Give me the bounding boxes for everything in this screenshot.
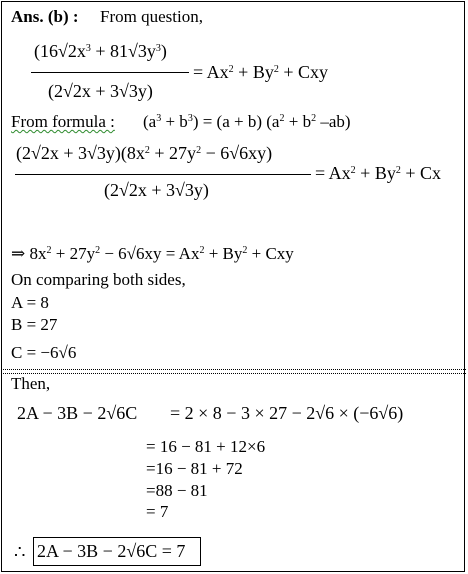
- eq2-denominator: (2√2x + 3√3y): [104, 180, 209, 200]
- eq1-denominator: (2√2x + 3√3y): [48, 81, 153, 101]
- value-b: B = 27: [11, 315, 58, 334]
- step-1: = 16 − 81 + 12×6: [146, 437, 266, 456]
- expr-rhs: = 2 × 8 − 3 × 27 − 2√6 × (−6√6): [170, 403, 404, 423]
- therefore-symbol: ∴: [14, 542, 26, 562]
- eq1-numerator-text: $(16√2x^3 + 81√3y^3)$: [34, 41, 167, 61]
- expr-lhs: 2A − 3B − 2√6C: [17, 403, 138, 423]
- intro-text: From question,: [100, 7, 203, 26]
- eq3-implication: ⇒ $8x^2 + 27y^2 - 6√6xy = Ax^2 + By^2$ + Cxy: [11, 244, 294, 263]
- eq2-fraction-bar: [15, 174, 311, 175]
- step-2: =16 − 81 + 72: [146, 459, 243, 478]
- then-text: Then,: [11, 374, 51, 393]
- final-result: 2A − 3B − 2√6C = 7: [37, 541, 186, 561]
- answer-label: Ans. (b) :: [11, 7, 79, 26]
- eq1-numerator: [34, 42, 167, 60]
- eq1-fraction-bar: [31, 72, 189, 73]
- step-4: = 7: [146, 502, 169, 521]
- eq2-rhs: = $Ax^2 + By^2 + Cx$: [315, 163, 442, 183]
- value-a: A = 8: [11, 293, 49, 312]
- eq2-numerator: $(2√2x + 3√3y)(8x^2 + 27y^2 - 6√6xy)$: [16, 143, 273, 163]
- section-divider: [1, 369, 466, 374]
- formula-text: $(a^3 + b^3) = (a + b) (a^2 + b^2$ –ab): [143, 112, 351, 131]
- step-3: =88 − 81: [146, 481, 208, 500]
- eq1-rhs: = $Ax^2 + By^2$ + Cxy: [193, 62, 329, 82]
- compare-text: On comparing both sides,: [11, 270, 186, 289]
- formula-label: From formula :: [11, 112, 115, 131]
- value-c: C = −6√6: [11, 343, 77, 362]
